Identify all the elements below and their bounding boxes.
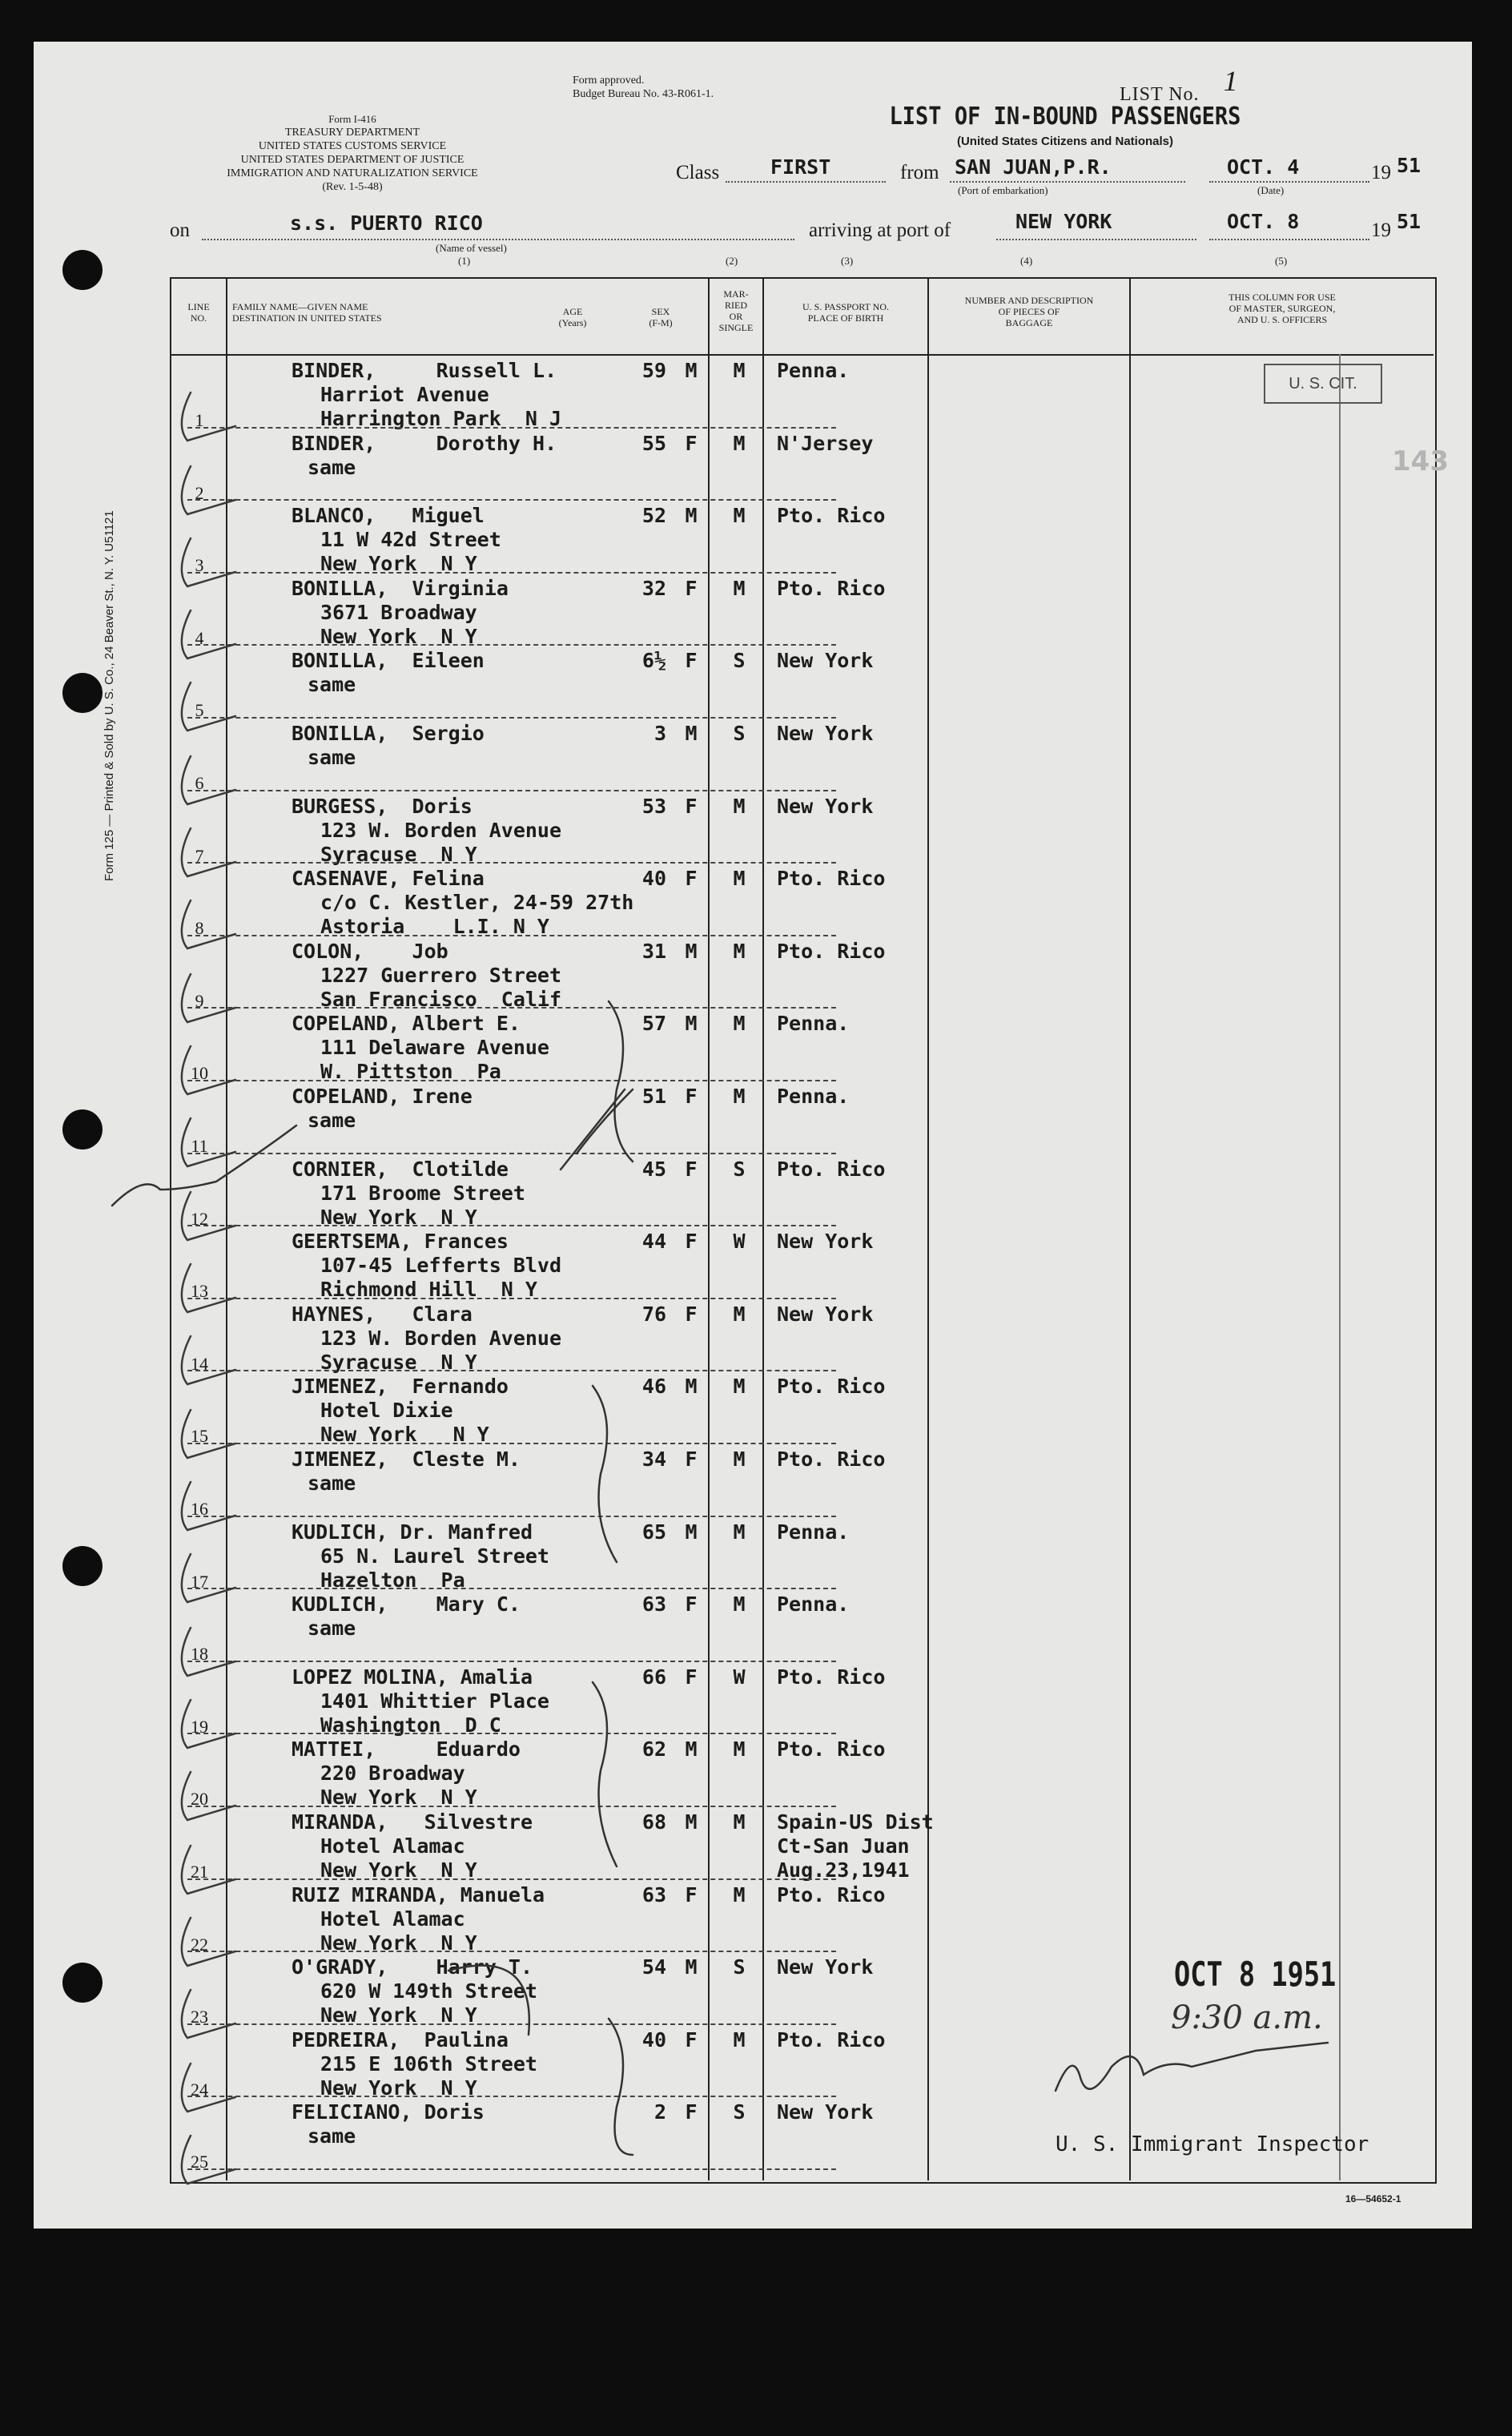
check-marks: [182, 393, 235, 2184]
col-header-sex: SEX (F-M): [649, 306, 673, 328]
line-number: 20: [191, 1789, 208, 1810]
place-line: Pto. Rico: [777, 1737, 886, 1762]
passenger-age: 59: [641, 359, 666, 382]
destination-line: Harriot Avenue: [320, 383, 489, 406]
marital-status: S: [733, 1157, 746, 1181]
col-header-family-name: FAMILY NAME—GIVEN NAME DESTINATION IN UNITED STATES: [232, 301, 382, 324]
destination-line: 620 W 149th Street: [320, 1979, 537, 2003]
place-line: Pto. Rico: [777, 1448, 886, 1471]
family-given-name: O'GRADY, Harry T.: [292, 1955, 533, 1979]
family-given-name: KUDLICH, Dr. Manfred: [292, 1520, 533, 1544]
marital-status: M: [733, 794, 746, 818]
passenger-age: 31: [641, 939, 666, 963]
marital-status: M: [733, 1592, 746, 1617]
destination-line: same: [308, 1109, 356, 1132]
place-line: New York: [777, 1230, 874, 1254]
destination-line: 107-45 Lefferts Blvd: [320, 1254, 562, 1278]
destination-line: W. Pittston Pa: [320, 1060, 501, 1084]
col-number: (2): [726, 255, 738, 267]
family-given-name: PEDREIRA, Paulina: [292, 2027, 509, 2051]
document-title: LIST OF IN-BOUND PASSENGERS: [889, 103, 1241, 131]
destination-line: 1401 Whittier Place: [320, 1689, 549, 1713]
passenger-age: 44: [641, 1230, 666, 1254]
destination-line: 220 Broadway: [320, 1762, 465, 1786]
page-number-stamp: 143: [1392, 445, 1449, 477]
line-number: 16: [191, 1499, 208, 1519]
family-given-name: BURGESS, Doris: [292, 794, 472, 818]
destination-line: 123 W. Borden Avenue: [320, 1326, 562, 1350]
marital-status: M: [733, 1448, 746, 1471]
destination-line: Hotel Alamac: [320, 1834, 465, 1858]
destination-line: same: [308, 1472, 356, 1495]
class-label: Class: [676, 162, 720, 183]
destination-line: San Francisco Calif: [320, 987, 562, 1011]
marital-status: S: [733, 722, 746, 745]
family-given-name: RUIZ MIRANDA, Manuela: [292, 1882, 545, 1907]
passenger-sex: M: [685, 504, 698, 528]
inspector-signature: [1056, 2043, 1328, 2091]
destination-line: 3671 Broadway: [320, 600, 477, 624]
place-line: Pto. Rico: [777, 1375, 886, 1399]
destination-line: Harrington Park N J: [320, 407, 562, 430]
marital-status: S: [733, 2100, 746, 2124]
family-given-name: CASENAVE, Felina: [292, 867, 485, 891]
passenger-age: 63: [641, 1882, 666, 1907]
destination-line: New York N Y: [320, 1858, 477, 1882]
destination-line: Richmond Hill N Y: [320, 1278, 537, 1302]
destination-line: 215 E 106th Street: [320, 2051, 537, 2076]
line-number: 12: [191, 1208, 208, 1229]
passenger-sex: M: [685, 1737, 698, 1762]
family-given-name: JIMENEZ, Fernando: [292, 1375, 509, 1399]
marital-status: M: [733, 504, 746, 528]
place-line: New York: [777, 794, 874, 818]
col-number: (1): [458, 255, 471, 267]
place-line: Pto. Rico: [777, 576, 886, 600]
passenger-age: 68: [641, 1810, 666, 1834]
passenger-age: 76: [641, 1302, 666, 1326]
destination-line: New York N Y: [320, 1786, 477, 1810]
passenger-sex: M: [685, 722, 698, 745]
passenger-sex: F: [685, 1302, 698, 1326]
place-line: N'Jersey: [777, 431, 874, 455]
passenger-age: 40: [641, 867, 666, 891]
line-number: 8: [195, 918, 204, 939]
arrival-port: NEW YORK: [1015, 210, 1112, 233]
passenger-sex: M: [685, 1520, 698, 1544]
destination-line: New York N Y: [320, 2076, 477, 2100]
embarkation-year: 51: [1397, 154, 1422, 177]
place-line: Pto. Rico: [777, 1157, 886, 1181]
line-number: 3: [195, 555, 204, 576]
line-number: 13: [191, 1281, 208, 1302]
family-given-name: COPELAND, Albert E.: [292, 1012, 521, 1036]
family-given-name: MIRANDA, Silvestre: [292, 1810, 533, 1834]
passenger-age: 46: [641, 1375, 666, 1399]
marital-status: W: [733, 1665, 746, 1689]
place-line: Aug.23,1941: [777, 1858, 910, 1882]
passenger-sex: F: [685, 649, 698, 673]
passenger-sex: M: [685, 1012, 698, 1036]
place-line: New York: [777, 722, 874, 745]
destination-line: same: [308, 746, 356, 769]
line-number: 21: [191, 1862, 208, 1882]
destination-line: 123 W. Borden Avenue: [320, 818, 562, 842]
passenger-sex: F: [685, 794, 698, 818]
destination-line: New York N Y: [320, 2003, 477, 2027]
destination-line: 171 Broome Street: [320, 1181, 525, 1205]
passenger-sex: F: [685, 1085, 698, 1108]
passenger-sex: M: [685, 939, 698, 963]
inspection-date-stamp: OCT 8 1951: [1174, 1955, 1337, 1994]
col-header-passport: U. S. PASSPORT NO. PLACE OF BIRTH: [802, 301, 889, 324]
col-header-age: AGE (Years): [558, 306, 587, 328]
line-number: 15: [191, 1426, 208, 1447]
passenger-age: 65: [641, 1520, 666, 1544]
marital-status: M: [733, 939, 746, 963]
passenger-age: 53: [641, 794, 666, 818]
place-line: Penna.: [777, 1520, 850, 1544]
ins-label: IMMIGRATION AND NATURALIZATION SERVICE: [227, 167, 478, 179]
family-given-name: BINDER, Dorothy H.: [292, 431, 557, 455]
date-caption: (Date): [1257, 184, 1285, 196]
place-line: Penna.: [777, 359, 850, 382]
col-header-line-no: LINE NO.: [187, 301, 210, 324]
passenger-age: 54: [641, 1955, 666, 1979]
place-line: Ct-San Juan: [777, 1834, 910, 1858]
marital-status: M: [733, 1882, 746, 1907]
line-number: 23: [191, 2007, 208, 2027]
place-line: New York: [777, 1302, 874, 1326]
passenger-sex: F: [685, 2100, 698, 2124]
col-header-officers: THIS COLUMN FOR USE OF MASTER, SURGEON, AND U. S. OFFICERS: [1228, 292, 1336, 325]
destination-line: same: [308, 455, 356, 479]
destination-line: 11 W 42d Street: [320, 528, 501, 552]
family-given-name: LOPEZ MOLINA, Amalia: [292, 1665, 533, 1689]
line-number: 7: [195, 845, 204, 866]
form-approval: Form approved. Budget Bureau No. 43-R061-1.: [573, 74, 714, 100]
destination-line: Washington D C: [320, 1713, 501, 1737]
destination-line: New York N Y: [320, 624, 477, 648]
marital-status: M: [733, 867, 746, 891]
passenger-sex: M: [685, 1955, 698, 1979]
place-line: Pto. Rico: [777, 867, 886, 891]
embarkation-port: SAN JUAN,P.R.: [955, 155, 1112, 179]
destination-line: c/o C. Kestler, 24-59 27th: [320, 891, 634, 915]
family-given-name: CORNIER, Clotilde: [292, 1157, 509, 1181]
destination-line: same: [308, 1617, 356, 1641]
place-line: New York: [777, 1955, 874, 1979]
line-number: 10: [191, 1063, 208, 1084]
destination-line: Astoria L.I. N Y: [320, 915, 549, 939]
marital-status: M: [733, 2027, 746, 2051]
family-given-name: BONILLA, Eileen: [292, 649, 485, 673]
passenger-sex: M: [685, 1375, 698, 1399]
line-number: 9: [195, 990, 204, 1011]
marital-status: M: [733, 1012, 746, 1036]
vessel-caption: (Name of vessel): [436, 242, 507, 254]
family-given-name: COLON, Job: [292, 939, 448, 963]
col-number: (5): [1275, 255, 1288, 267]
destination-line: Syracuse N Y: [320, 842, 477, 866]
line-number: 11: [191, 1136, 208, 1156]
marital-status: W: [733, 1230, 746, 1254]
passenger-age: 63: [641, 1592, 666, 1617]
marital-status: M: [733, 1302, 746, 1326]
destination-line: 1227 Guerrero Street: [320, 963, 562, 987]
passenger-age: 66: [641, 1665, 666, 1689]
family-given-name: BONILLA, Virginia: [292, 576, 509, 600]
line-number: 5: [195, 700, 204, 721]
passenger-age: 55: [641, 431, 666, 455]
place-line: Penna.: [777, 1012, 850, 1036]
family-given-name: BLANCO, Miguel: [292, 504, 485, 528]
arrival-date: OCT. 8: [1227, 210, 1300, 233]
passenger-sex: F: [685, 2027, 698, 2051]
passenger-sex: F: [685, 1592, 698, 1617]
marital-status: M: [733, 359, 746, 382]
family-given-name: BONILLA, Sergio: [292, 722, 485, 745]
passenger-sex: F: [685, 431, 698, 455]
customs-label: UNITED STATES CUSTOMS SERVICE: [258, 140, 447, 152]
marital-status: M: [733, 1810, 746, 1834]
destination-line: Syracuse N Y: [320, 1350, 477, 1374]
place-line: Pto. Rico: [777, 939, 886, 963]
place-line: New York: [777, 649, 874, 673]
line-number: 18: [191, 1644, 208, 1665]
form-number: Form I-416: [328, 113, 376, 125]
passenger-age: 2: [653, 2100, 666, 2124]
marital-status: M: [733, 1085, 746, 1108]
passenger-sex: F: [685, 1230, 698, 1254]
arriving-label: arriving at port of: [809, 219, 951, 241]
col-number: (4): [1020, 255, 1033, 267]
passenger-age: 52: [641, 504, 666, 528]
document-subtitle: (United States Citizens and Nationals): [956, 135, 1174, 148]
passenger-age: 45: [641, 1157, 666, 1181]
vessel-name: s.s. PUERTO RICO: [290, 211, 483, 235]
line-number: 6: [195, 773, 204, 793]
marital-status: S: [733, 649, 746, 673]
marital-status: S: [733, 1955, 746, 1979]
line-number: 25: [191, 2152, 208, 2172]
list-number: LIST No. 1: [1120, 65, 1239, 105]
destination-line: same: [308, 673, 356, 697]
passenger-sex: M: [685, 1810, 698, 1834]
family-given-name: MATTEI, Eduardo: [292, 1737, 521, 1762]
marital-status: M: [733, 576, 746, 600]
family-given-name: JIMENEZ, Cleste M.: [292, 1448, 521, 1471]
destination-line: 65 N. Laurel Street: [320, 1544, 549, 1568]
revision-label: (Rev. 1-5-48): [322, 181, 383, 193]
passenger-sex: F: [685, 867, 698, 891]
marital-status: M: [733, 1520, 746, 1544]
line-number: 14: [191, 1353, 208, 1374]
justice-label: UNITED STATES DEPARTMENT OF JUSTICE: [240, 154, 464, 166]
family-given-name: HAYNES, Clara: [292, 1302, 472, 1326]
line-number: 24: [191, 2079, 208, 2100]
line-number: 17: [191, 1571, 208, 1592]
destination-line: New York N Y: [320, 1931, 477, 1955]
marital-status: M: [733, 431, 746, 455]
destination-line: New York N Y: [320, 1423, 489, 1447]
passenger-sex: F: [685, 1157, 698, 1181]
treasury-label: TREASURY DEPARTMENT: [284, 127, 420, 139]
passenger-age: 34: [641, 1448, 666, 1471]
passenger-age: 3: [653, 722, 666, 745]
place-line: Penna.: [777, 1085, 850, 1108]
arrival-year: 51: [1397, 210, 1422, 233]
line-number: 19: [191, 1716, 208, 1737]
place-line: New York: [777, 2100, 874, 2124]
from-label: from: [900, 162, 939, 183]
us-citizen-stamp: U. S. CIT.: [1264, 364, 1382, 404]
place-line: Pto. Rico: [777, 2027, 886, 2051]
line-number: 2: [195, 482, 204, 503]
passenger-sex: F: [685, 1882, 698, 1907]
side-printer-note: Form 125 — Printed & Sold by U. S. Co., 24 Beaver St., N. Y. U51121: [103, 510, 116, 881]
passenger-age: 32: [641, 576, 666, 600]
place-line: Penna.: [777, 1592, 850, 1617]
place-line: Pto. Rico: [777, 1665, 886, 1689]
inspection-time-handwritten: 9:30 a.m.: [1171, 1999, 1323, 2036]
passenger-age: 6½: [641, 649, 666, 673]
place-line: Pto. Rico: [777, 1882, 886, 1907]
line-number: 1: [195, 410, 204, 430]
destination-line: same: [308, 2124, 356, 2148]
on-label: on: [170, 219, 190, 241]
family-given-name: FELICIANO, Doris: [292, 2100, 485, 2124]
family-given-name: BINDER, Russell L.: [292, 359, 557, 382]
passenger-age: 51: [641, 1085, 666, 1108]
destination-line: Hotel Dixie: [320, 1399, 453, 1423]
destination-line: New York N Y: [320, 552, 477, 576]
embarkation-date: OCT. 4: [1227, 155, 1300, 179]
destination-line: New York N Y: [320, 1205, 477, 1229]
passenger-age: 57: [641, 1012, 666, 1036]
passenger-sex: F: [685, 1665, 698, 1689]
col-number: (3): [841, 255, 854, 267]
family-given-name: KUDLICH, Mary C.: [292, 1592, 521, 1617]
destination-line: Hotel Alamac: [320, 1907, 465, 1931]
place-line: Pto. Rico: [777, 504, 886, 528]
passenger-sex: F: [685, 1448, 698, 1471]
place-line: Spain-US Dist: [777, 1810, 934, 1834]
passenger-sex: M: [685, 359, 698, 382]
class-value: FIRST: [770, 155, 831, 179]
family-given-name: COPELAND, Irene: [292, 1085, 472, 1108]
list-number-value: 1: [1223, 65, 1239, 97]
passenger-age: 40: [641, 2027, 666, 2051]
destination-line: Hazelton Pa: [320, 1568, 465, 1592]
family-given-name: GEERTSEMA, Frances: [292, 1230, 509, 1254]
passenger-age: 62: [641, 1737, 666, 1762]
passenger-sex: F: [685, 576, 698, 600]
col-header-married: MAR- RIED OR SINGLE: [718, 288, 754, 333]
embarkation-caption: (Port of embarkation): [958, 184, 1048, 196]
form-code: 16—54652-1: [1345, 2193, 1401, 2204]
marital-status: M: [733, 1375, 746, 1399]
line-number: 4: [195, 627, 204, 648]
line-number: 22: [191, 1934, 208, 1955]
marital-status: M: [733, 1737, 746, 1762]
destination-line: 111 Delaware Avenue: [320, 1036, 549, 1060]
col-header-baggage: NUMBER AND DESCRIPTION OF PIECES OF BAGGAGE: [964, 295, 1094, 328]
inspector-title: U. S. Immigrant Inspector: [1056, 2132, 1369, 2156]
